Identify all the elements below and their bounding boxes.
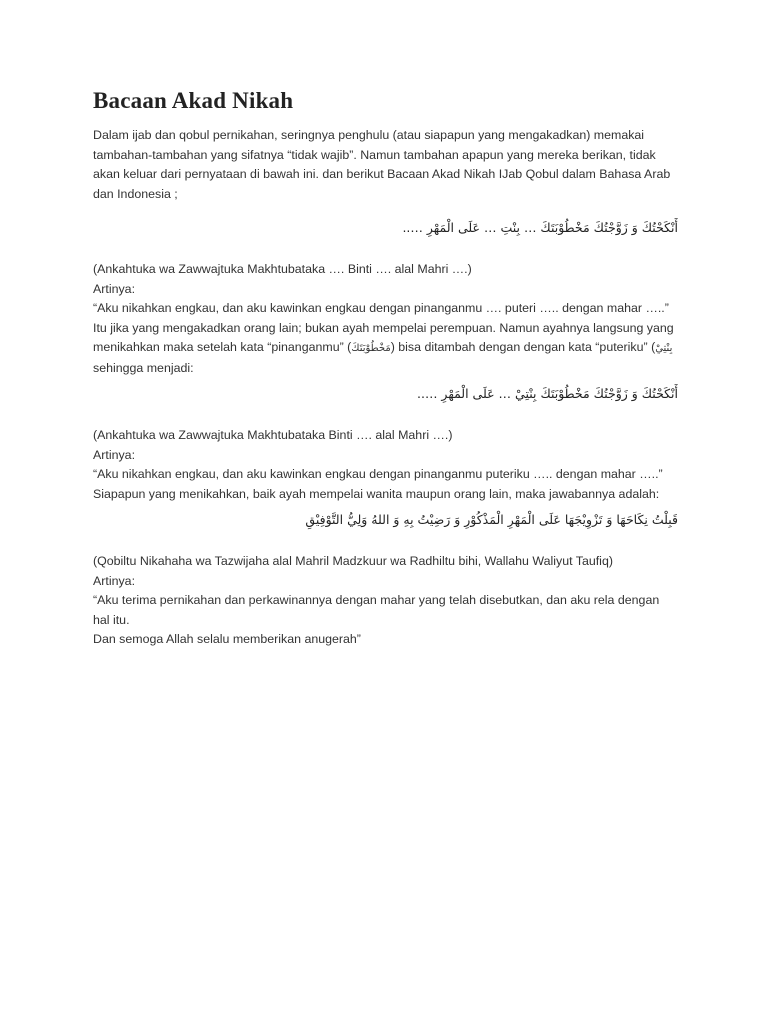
section3-translation-line2: Dan semoga Allah selalu memberikan anugerah” (93, 632, 361, 646)
arabic-word-puteriku: بِنْتِيْ (655, 343, 673, 354)
section2-latin: (Ankahtuka wa Zawwajtuka Makhtubataka Binti …. alal Mahri ….) (93, 428, 453, 442)
section1-note-line2 (93, 338, 678, 359)
section3-latin: (Qobiltu Nikahaha wa Tazwijaha alal Mahril Madzkuur wa Radhiltu bihi, Wallahu Waliyut Taufiq) (93, 554, 613, 568)
section1-note-line2-mid: ) bisa ditambah dengan dengan kata “puteriku” ( (390, 340, 656, 354)
arabic-word-pinanganmu: مَخْطُوْبَتَكَ (351, 343, 391, 354)
arabic-ijab-1: أَنْكَحْتُكَ وَ زَوَّجْتُكَ مَخْطُوْبَتَكَ … بِنْتِ … عَلَى الْمَهْرِ ….. (402, 220, 678, 235)
arabic-ijab-2: أَنْكَحْتُكَ وَ زَوَّجْتُكَ مَخْطُوْبَتَكَ بِنْتِيْ … عَلَى الْمَهْرِ ….. (417, 386, 678, 401)
section2-artinya-label: Artinya: (93, 447, 136, 462)
section1-note-line2-pre: menikahkan maka setelah kata “pinanganmu” ( (93, 340, 352, 354)
section2-translation: “Aku nikahkan engkau, dan aku kawinkan engkau dengan pinanganmu puteriku ….. dengan mahar …..” (93, 467, 663, 481)
section1-latin: (Ankahtuka wa Zawwajtuka Makhtubataka …. Binti …. alal Mahri ….) (93, 262, 472, 276)
section2-block (93, 426, 678, 504)
section3-block (93, 552, 678, 650)
section1-note-line1: Itu jika yang mengakadkan orang lain; bukan ayah mempelai perempuan. Namun ayahnya langsung yang (93, 320, 674, 335)
section3-translation-line1: “Aku terima pernikahan dan perkawinannya dengan mahar yang telah disebutkan, dan aku rela dengan hal itu. (93, 593, 660, 627)
intro-paragraph: Dalam ijab dan qobul pernikahan, seringnya penghulu (atau siapapun yang mengakadkan) memakai tambahan-tambahan yang sifatnya “tidak wajib”. Namun tambahan apapun yang mereka berikan, tidak akan keluar dari pernyataan di bawah ini. dan berikut Bacaan Akad Nikah IJab Qobul dalam Bahasa Arab dan Indonesia ; (93, 128, 671, 201)
section3-artinya-label: Artinya: (93, 573, 136, 588)
page-title: Bacaan Akad Nikah (93, 88, 294, 113)
section1-artinya-label: Artinya: (93, 281, 136, 296)
section1-translation: “Aku nikahkan engkau, dan aku kawinkan engkau dengan pinanganmu …. puteri ….. dengan mahar …..” (93, 301, 669, 315)
section2-note: Siapapun yang menikahkan, baik ayah mempelai wanita maupun orang lain, maka jawabannya adalah: (93, 486, 660, 501)
section1-block (93, 260, 678, 378)
arabic-qobul: قَبِلْتُ نِكَاحَهَا وَ تَزْوِيْجَهَا عَلَى الْمَهْرِ الْمَذْكُوْرِ وَ رَضِيْتُ بِهِ وَ اللهُ وَلِيُّ التَّوْفِيْقِ (305, 512, 678, 527)
section1-note-line3: sehingga menjadi: (93, 360, 194, 375)
